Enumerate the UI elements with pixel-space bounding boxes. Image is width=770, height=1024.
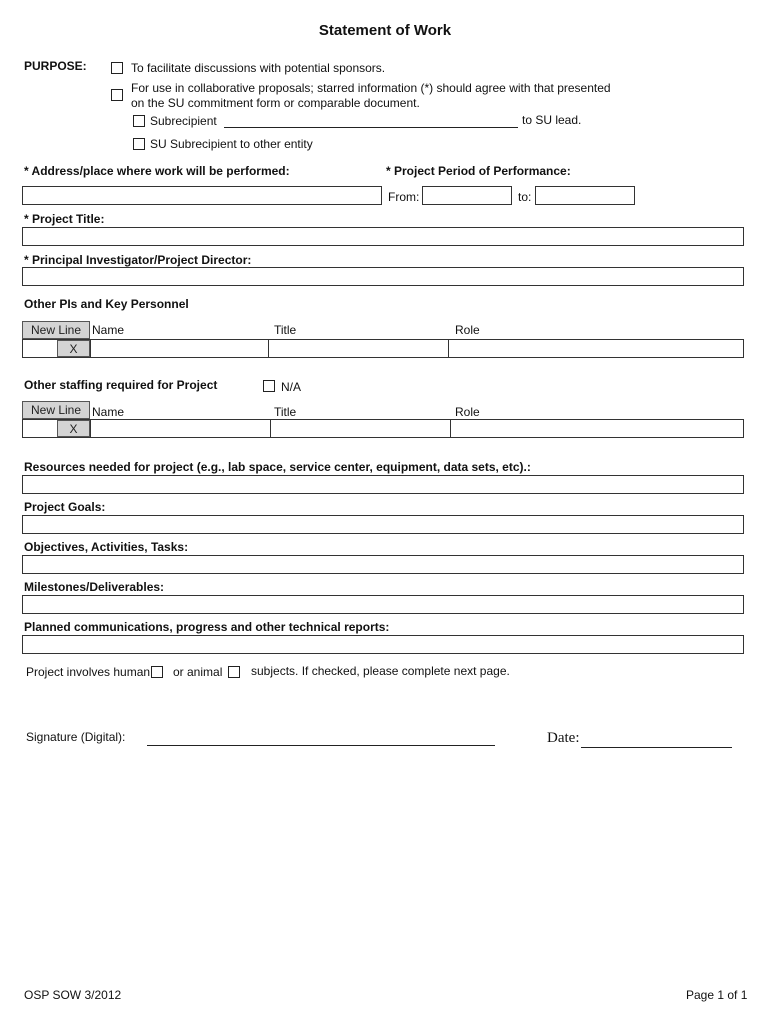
staffing-remove-button[interactable]: X [57, 420, 90, 437]
key-personnel-title-header: Title [274, 323, 297, 337]
key-personnel-name-field[interactable] [90, 339, 269, 358]
animal-subjects-label: or animal [173, 665, 223, 679]
date-label: Date: [547, 730, 580, 746]
goals-field[interactable] [22, 515, 744, 534]
resources-field[interactable] [22, 475, 744, 494]
human-subjects-label: Project involves human [26, 665, 151, 679]
purpose-sponsors-text: To facilitate discussions with potential sponsors. [131, 61, 386, 75]
staffing-name-field[interactable] [90, 419, 271, 438]
signature-line[interactable] [147, 745, 495, 746]
staffing-new-line-button[interactable]: New Line [22, 401, 90, 419]
purpose-collaborative-text-2: on the SU commitment form or comparable document. [131, 96, 420, 110]
purpose-collaborative-checkbox[interactable] [111, 89, 123, 101]
key-personnel-title-field[interactable] [268, 339, 449, 358]
document-title: Statement of Work [318, 22, 452, 39]
address-field[interactable] [22, 186, 382, 205]
to-su-lead-label: to SU lead. [522, 113, 582, 127]
subjects-note: subjects. If checked, please complete next page. [251, 664, 510, 678]
purpose-label: PURPOSE: [24, 59, 87, 73]
objectives-field[interactable] [22, 555, 744, 574]
pi-field[interactable] [22, 267, 744, 286]
key-personnel-name-header: Name [92, 323, 125, 337]
purpose-sponsors-checkbox[interactable] [111, 62, 123, 74]
staffing-na-checkbox[interactable] [263, 380, 275, 392]
milestones-field[interactable] [22, 595, 744, 614]
human-subjects-checkbox[interactable] [151, 666, 163, 678]
communications-label: Planned communications, progress and other technical reports: [24, 620, 390, 634]
su-subrecipient-checkbox[interactable] [133, 138, 145, 150]
staffing-name-header: Name [92, 405, 125, 419]
key-personnel-role-field[interactable] [448, 339, 744, 358]
period-from-field[interactable] [422, 186, 512, 205]
project-title-label: * Project Title: [24, 212, 105, 226]
key-personnel-new-line-button[interactable]: New Line [22, 321, 90, 339]
signature-label: Signature (Digital): [26, 730, 126, 744]
communications-field[interactable] [22, 635, 744, 654]
staffing-title-header: Title [274, 405, 297, 419]
staffing-title-field[interactable] [270, 419, 451, 438]
key-personnel-role-header: Role [455, 323, 480, 337]
period-to-label: to: [518, 190, 532, 204]
objectives-label: Objectives, Activities, Tasks: [24, 540, 189, 554]
footer-form-id: OSP SOW 3/2012 [24, 988, 122, 1002]
resources-label: Resources needed for project (e.g., lab space, service center, equipment, data sets, etc).: [24, 460, 531, 474]
project-title-field[interactable] [22, 227, 744, 246]
period-to-field[interactable] [535, 186, 635, 205]
staffing-role-field[interactable] [450, 419, 744, 438]
subrecipient-label: Subrecipient [150, 114, 217, 128]
purpose-collaborative-text-1: For use in collaborative proposals; starred information (*) should agree with that presented [131, 81, 611, 95]
su-subrecipient-label: SU Subrecipient to other entity [150, 137, 313, 151]
key-personnel-heading: Other PIs and Key Personnel [24, 297, 189, 311]
address-label: * Address/place where work will be performed: [24, 164, 290, 178]
period-label: * Project Period of Performance: [386, 164, 571, 178]
goals-label: Project Goals: [24, 500, 106, 514]
staffing-role-header: Role [455, 405, 480, 419]
date-line[interactable] [581, 747, 732, 748]
staffing-na-label: N/A [281, 380, 302, 394]
animal-subjects-checkbox[interactable] [228, 666, 240, 678]
footer-page-number: Page 1 of 1 [686, 988, 748, 1002]
pi-label: * Principal Investigator/Project Director: [24, 253, 252, 267]
staffing-heading: Other staffing required for Project [24, 378, 218, 392]
subrecipient-checkbox[interactable] [133, 115, 145, 127]
milestones-label: Milestones/Deliverables: [24, 580, 165, 594]
key-personnel-remove-button[interactable]: X [57, 340, 90, 357]
subrecipient-name-line[interactable] [224, 127, 518, 128]
period-from-label: From: [388, 190, 420, 204]
